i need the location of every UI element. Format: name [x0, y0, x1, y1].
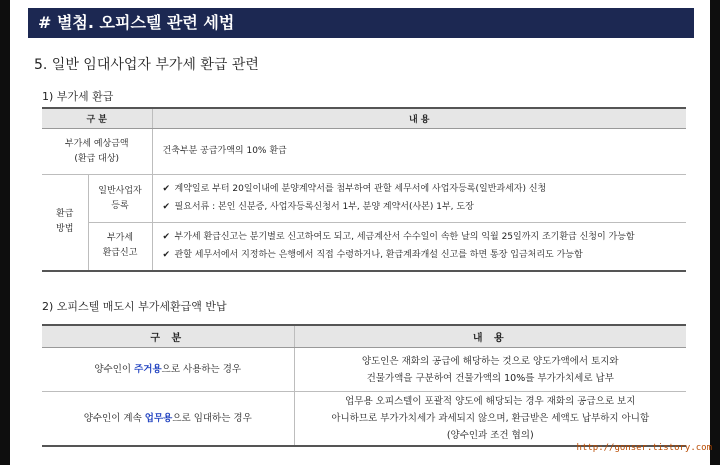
list-item	[163, 230, 686, 245]
subsection-title-2: 2) 오피스텔 매도시 부가세환급액 반납	[42, 300, 227, 313]
check-icon: ✔	[162, 231, 171, 242]
row-content	[294, 348, 686, 392]
check-icon: ✔	[162, 249, 171, 260]
row-content	[152, 223, 686, 271]
highlight-text: 주거용	[134, 364, 162, 375]
item-text: 계약일로 부터 20일이내에 분양계약서를 첨부하여 관할 세무서에 사업자등록(일반과세자) 신청	[174, 184, 547, 194]
row-label	[42, 392, 294, 447]
list-item	[163, 248, 686, 263]
content-line: 아니하므로 부가가치세가 과세되지 않으며, 환급받은 세액도 납부하지 아니함	[331, 413, 650, 424]
label-text: 양수인이 계속	[83, 413, 145, 424]
check-icon: ✔	[162, 202, 171, 212]
content-line: (양수인과 조건 협의)	[446, 430, 534, 441]
content-line: 양도인은 재화의 공급에 해당하는 것으로 양도가액에서 토지와	[361, 355, 619, 367]
source-watermark: http://gonser.tistory.com	[576, 443, 712, 453]
list-item	[163, 182, 686, 197]
table-row	[42, 175, 686, 223]
refund-table	[42, 107, 686, 272]
row-label	[88, 223, 152, 271]
row-content	[294, 392, 686, 447]
row-label	[88, 175, 152, 223]
header-category: 구 분	[42, 108, 152, 129]
content-line: 건물가액을 구분하여 건물가액의 10%를 부가가치세로 납부	[366, 372, 614, 384]
table-row	[42, 348, 686, 392]
content-line: 업무용 오피스텔이 포괄적 양도에 해당되는 경우 재화의 공급으로 보지	[345, 396, 636, 407]
table-header-row	[42, 325, 686, 348]
label-line: 환급신고	[102, 248, 138, 259]
list-item	[163, 200, 686, 215]
row-label	[42, 129, 152, 175]
row-content: 건축부분 공급가액의 10% 환급	[152, 129, 686, 175]
item-text: 필요서류 : 본인 신분증, 사업자등록신청서 1부, 분양 계약서(사본) 1부, 도장	[174, 202, 474, 212]
header-content: 내 용	[294, 325, 686, 348]
label-text: 양수인이	[94, 364, 135, 375]
subsection-title-1: 1) 부가세 환급	[42, 90, 114, 103]
table-header-row	[42, 108, 686, 129]
label-line: 부가세 예상금액	[64, 138, 129, 149]
label-line: 등록	[111, 200, 129, 211]
check-icon: ✔	[162, 184, 171, 194]
section-title: 5. 일반 임대사업자 부가세 환급 관련	[34, 57, 259, 73]
header-content: 내 용	[152, 108, 686, 129]
label-text: 으로 임대하는 경우	[172, 413, 252, 424]
table-row	[42, 129, 686, 175]
row-label	[42, 348, 294, 392]
header-category: 구 분	[42, 325, 294, 348]
group-label	[42, 175, 88, 271]
label-line: 부가세	[106, 233, 134, 244]
page-header-bar: # 별첨. 오피스텔 관련 세법	[28, 8, 694, 38]
label-line: 환급	[56, 209, 74, 220]
item-text: 부가세 환급신고는 분기별로 신고하여도 되고, 세금계산서 수수일이 속한 날의 익월 25일까지 조기환급 신청이 가능함	[174, 231, 635, 242]
label-line: 일반사업자	[98, 185, 142, 196]
label-text: 으로 사용하는 경우	[161, 364, 242, 375]
label-line: (환급 대상)	[74, 153, 120, 164]
table-row	[42, 392, 686, 447]
highlight-text: 업무용	[144, 413, 173, 424]
document-page	[10, 0, 710, 465]
resale-table	[42, 324, 686, 447]
table-row	[42, 223, 686, 271]
row-content	[152, 175, 686, 223]
item-text: 관할 세무서에서 지정하는 은행에서 직접 수령하거나, 환급계좌개설 신고를 하면 통장 입금처리도 가능함	[174, 249, 583, 260]
label-line: 방법	[56, 224, 74, 235]
